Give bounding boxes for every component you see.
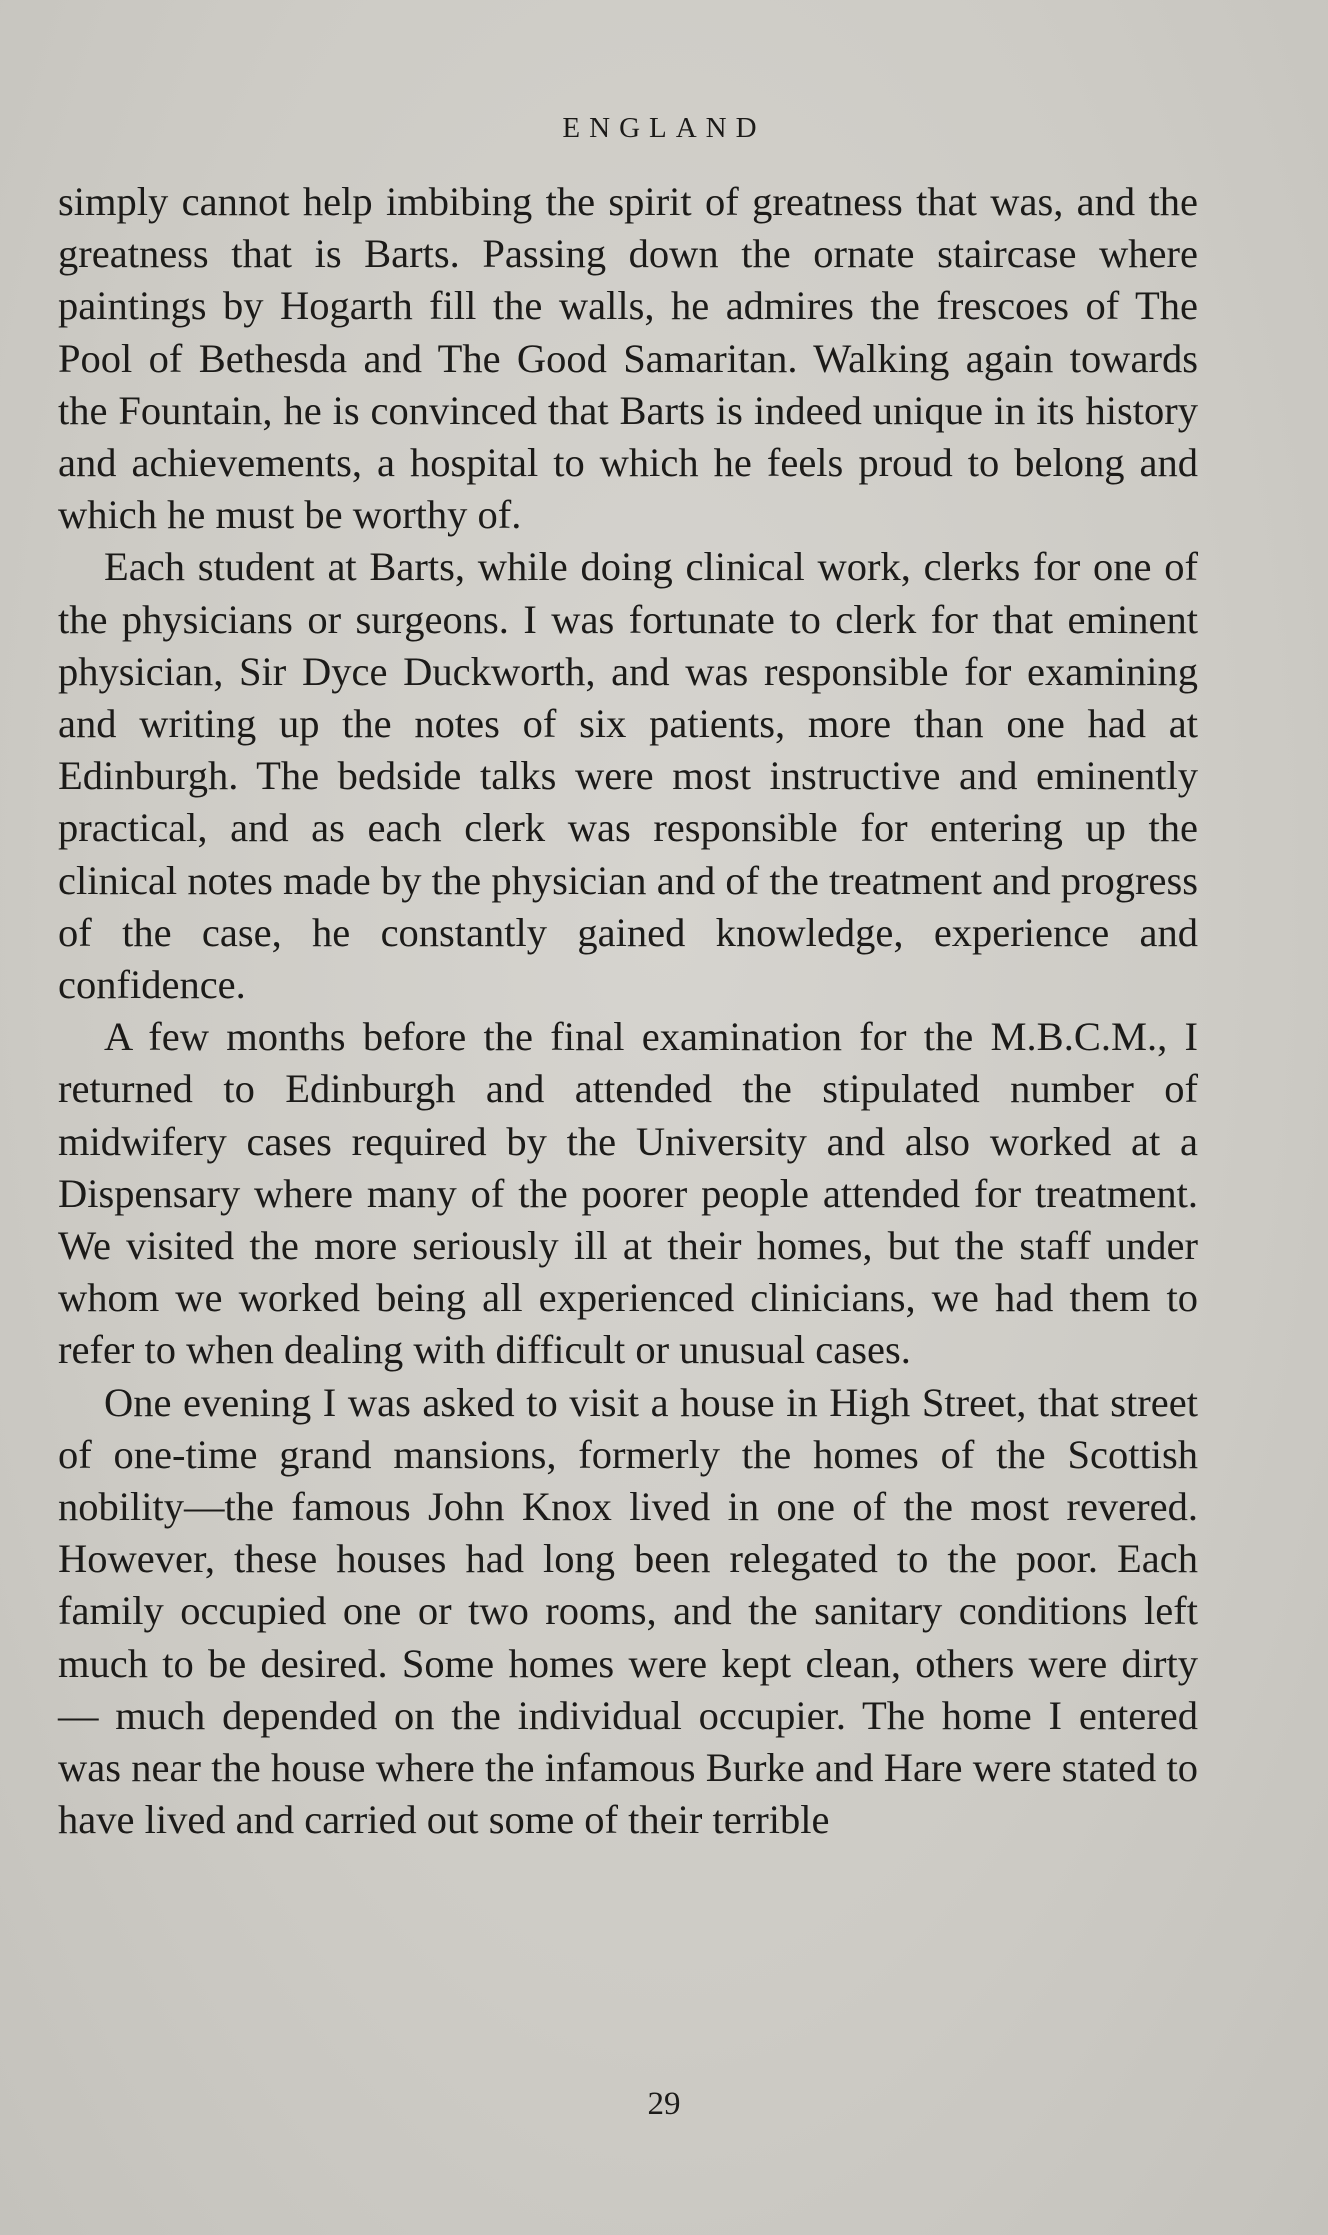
paragraph-continued: simply cannot help imbibing the spirit of greatness that was, and the greatness that is Barts. Passing down the ornate staircase where paintings by Hogarth fill the walls, he admires the frescoes of The Pool of Bethesda and The Good Samaritan. Walking again towards the Fountain, he is convinced that Barts is indeed unique in its history and achievements, a hospital to which he feels proud to belong and which he must be worthy of. xyxy=(58,179,1198,538)
paragraph-high-street: One evening I was asked to visit a house in High Street, that street of one-time grand mansions, formerly the homes of the Scottish nobility—the famous John Knox lived in one of the most revered. However, these houses had long been relegated to the poor. Each family occupied one or two rooms, and the sanitary conditions left much to be desired. Some homes were kept clean, others were dirty — much depended on the individual occupier. The home I entered was near the house where the infamous Burke and Hare were stated to have lived and carried out some of their terrible xyxy=(58,1379,1198,1843)
paragraph-clerking: Each student at Barts, while doing clinical work, clerks for one of the physicians or surgeons. I was fortunate to clerk for that eminent physician, Sir Dyce Duckworth, and was responsible for examining and writing up the notes of six patients, more than one had at Edinburgh. The bedside talks were most instructive and eminently practical, and as each clerk was responsible for entering up the clinical notes made by the physician and of the treatment and progress of the case, he constantly gained knowledge, experience and confidence. xyxy=(58,544,1198,1008)
page-number: 29 xyxy=(647,2086,681,2122)
body-text xyxy=(58,176,1198,1847)
running-head: ENGLAND xyxy=(562,112,766,144)
paragraph-examination: A few months before the final examination for the M.B.C.M., I returned to Edinburgh and attended the stipulated number of midwifery cases required by the University and also worked at a Dispensary where many of the poorer people attended for treatment. We visited the more seriously ill at their homes, but the staff under whom we worked being all experienced clinicians, we had them to refer to when dealing with difficult or unusual cases. xyxy=(58,1014,1198,1373)
